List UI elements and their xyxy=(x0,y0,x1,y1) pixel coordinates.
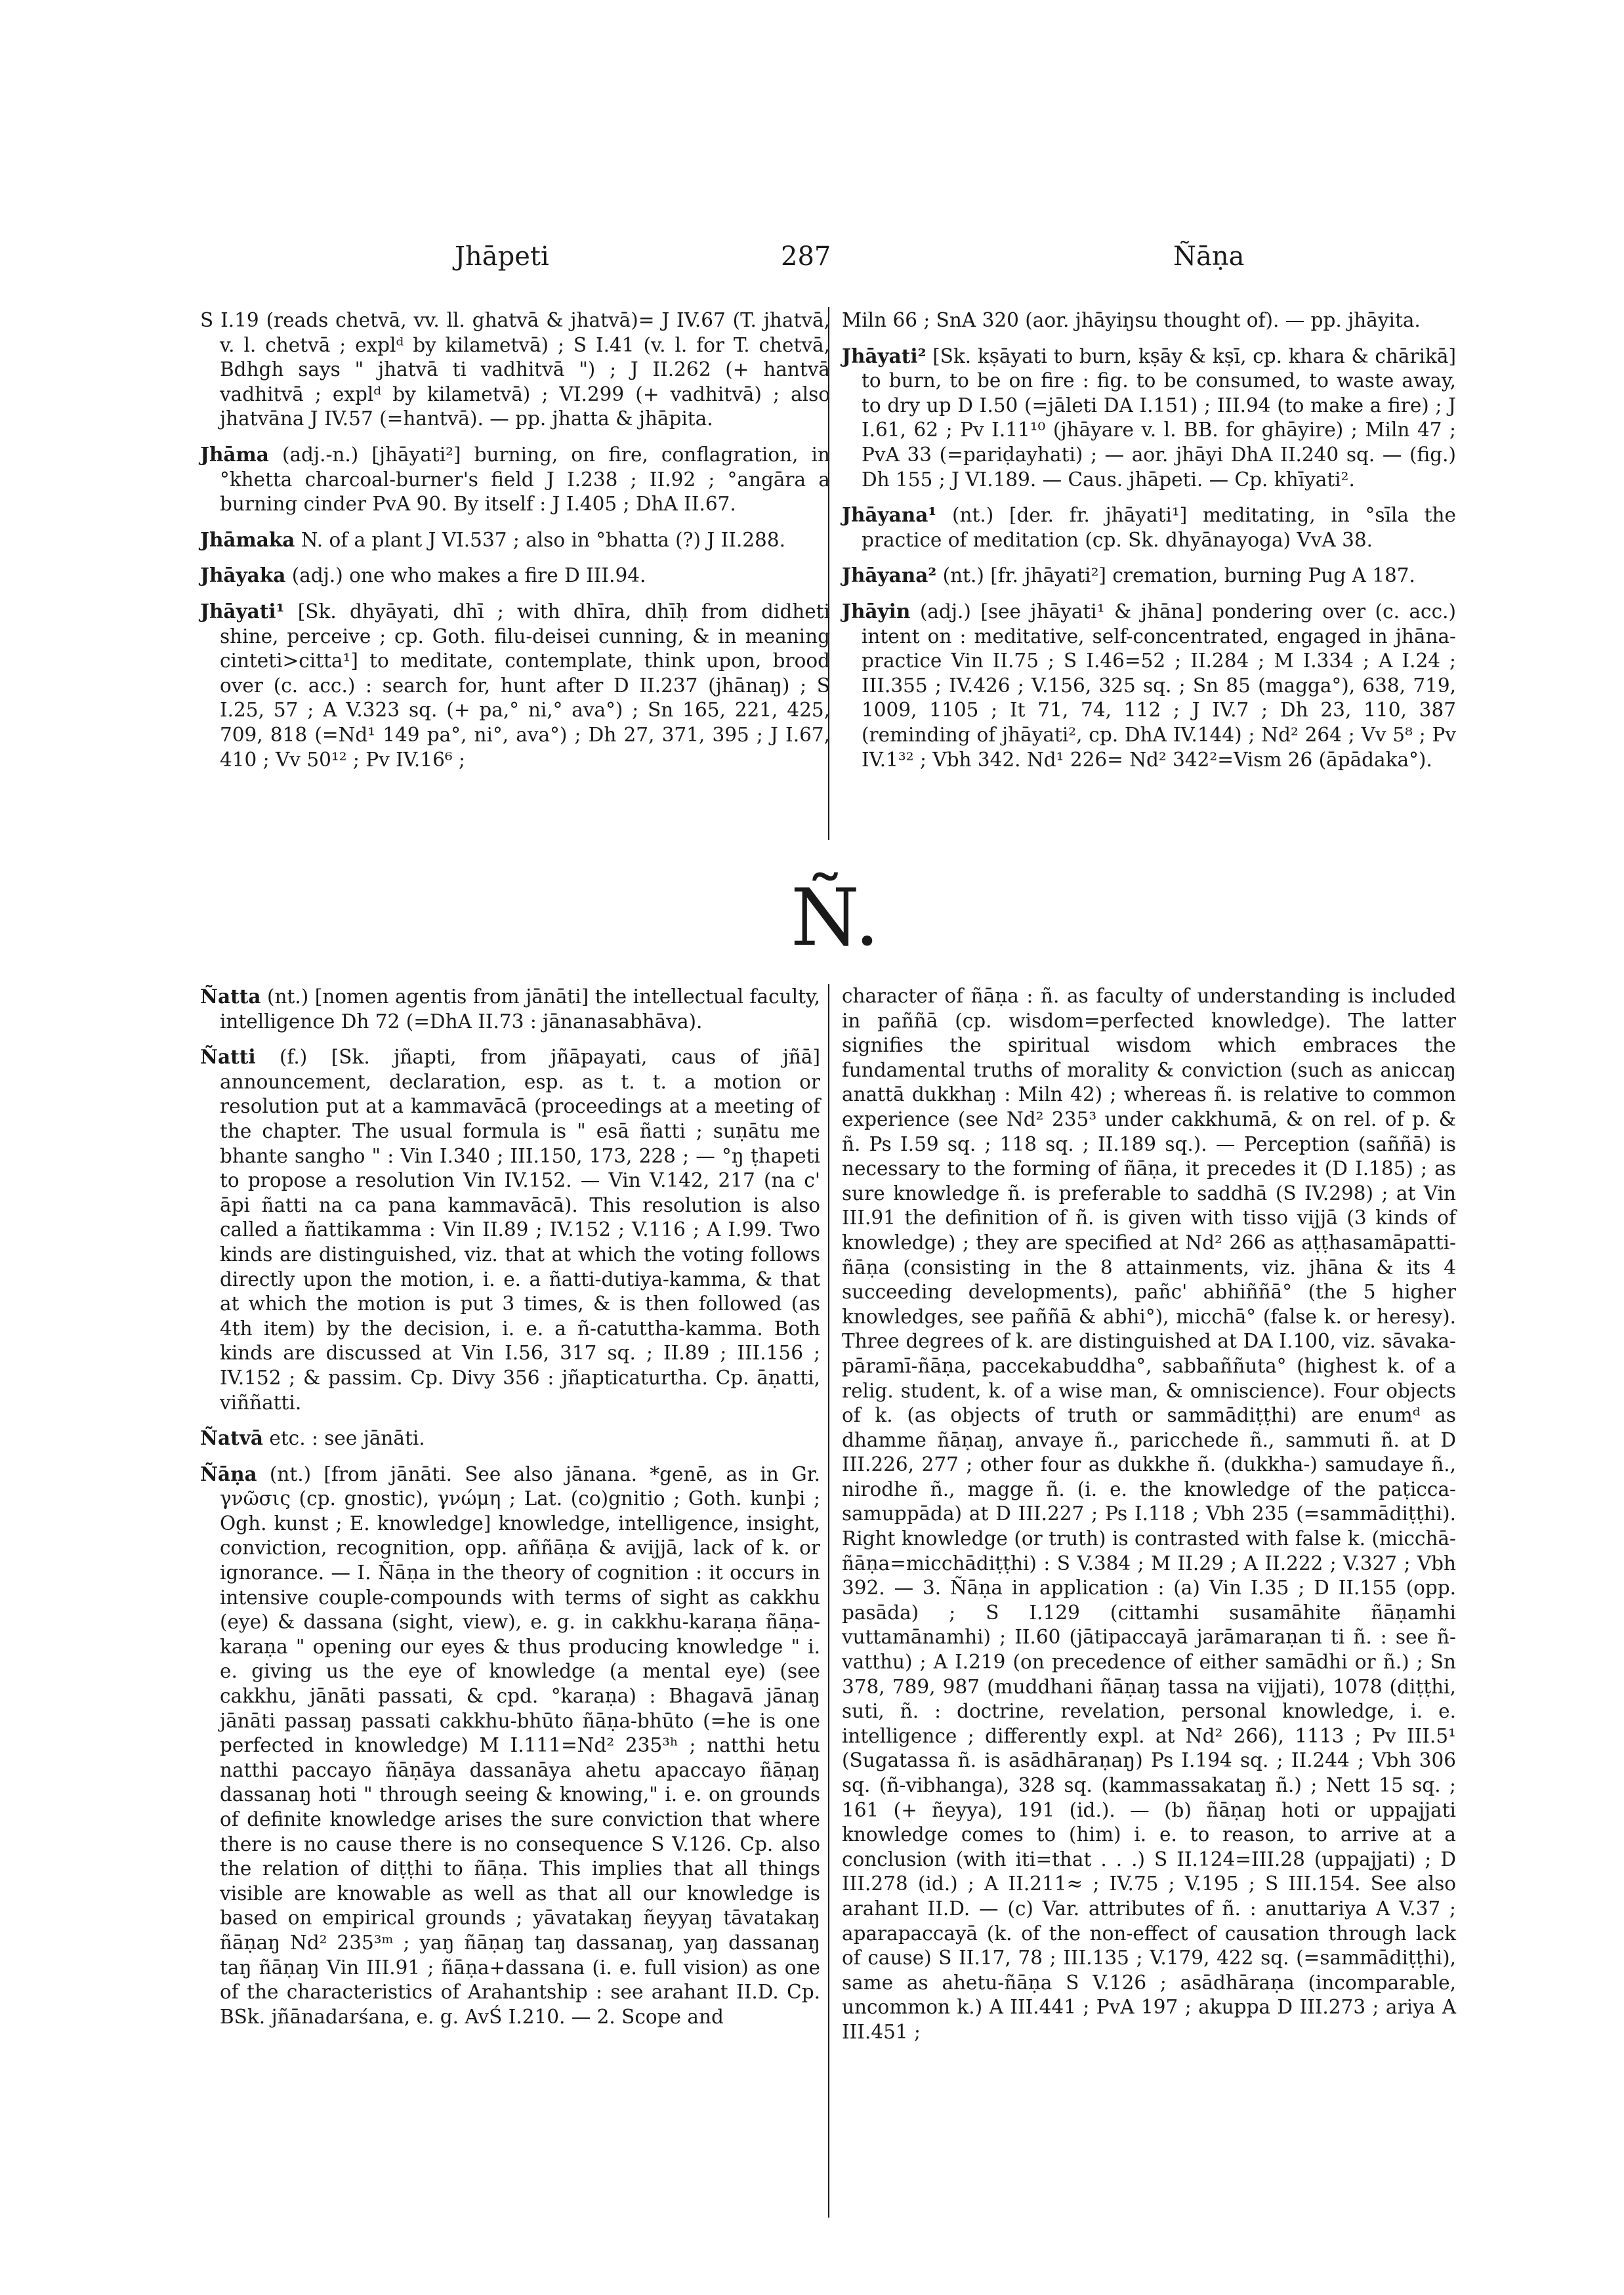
entry-text: S I.19 (reads chetvā, vv. ll. ghatvā & jhatvā)= J IV.67 (T. jhatvā, v. l. chetvā ; explᵈ by kilametvā) ; S I.41 (v. l. for T. chetvā, Bdhgh says " jhatvā ti vadhitvā ") ; J II.262 (+ hantvā vadhitvā ; explᵈ by kilametvā) ; VI.299 (+ vadhitvā) ; also jhatvāna J IV.57 (=hantvā). — pp. jhatta & jhāpita. xyxy=(200,309,830,430)
entry-text: (adj.) one who makes a fire D III.94. xyxy=(291,564,646,587)
entry-text: Miln 66 ; SnA 320 (aor. jhāyiŋsu thought of). — pp. jhāyita. xyxy=(842,309,1421,331)
entry-headword: Ñatti xyxy=(200,1045,256,1069)
dictionary-entry xyxy=(842,599,1456,772)
section-letter: Ñ. xyxy=(791,873,880,964)
dictionary-entry xyxy=(200,527,830,553)
top-right-column xyxy=(842,308,1456,820)
dictionary-entry xyxy=(200,563,830,589)
dictionary-entry xyxy=(200,308,830,432)
entry-headword: Jhāyana² xyxy=(842,564,937,587)
dictionary-entry xyxy=(842,308,1456,333)
dictionary-entry xyxy=(842,563,1456,589)
entry-headword: Jhāyati¹ xyxy=(200,599,285,623)
dictionary-entry xyxy=(200,599,830,772)
dictionary-entry xyxy=(200,1044,820,1415)
column-divider-bottom xyxy=(828,984,829,2218)
dictionary-entry xyxy=(842,984,1456,2045)
bottom-left-column xyxy=(200,984,820,2040)
entry-text: (f.) [Sk. jñapti, from jñāpayati, caus of jñā] announcement, declaration, esp. as t. t. a motion or resolution put at a kammavācā (proceedings at a meeting of the chapter. The usual formula is " esā ñatti ; suṇātu me bhante sangho " : Vin I.340 ; III.150, 173, 228 ; — °ŋ ṭhapeti to propose a resolution Vin IV.152. — Vin V.142, 217 (na c' āpi ñatti na ca pana kammavācā). This resolution is also called a ñattikamma : Vin II.89 ; IV.152 ; V.116 ; A I.99. Two kinds are distinguished, viz. that at which the voting follows directly upon the motion, i. e. a ñatti-dutiya-kamma, & that at which the motion is put 3 times, & is then followed (as 4th item) by the decision, i. e. a ñ-catuttha-kamma. Both kinds are discussed at Vin I.56, 317 sq. ; II.89 ; III.156 ; IV.152 ; & passim. Cp. Divy 356 : jñapticaturtha. Cp. āṇatti, viññatti. xyxy=(220,1046,820,1414)
entry-text: character of ñāṇa : ñ. as faculty of understanding is included in paññā (cp. wisdom=perfected knowledge). The latter signifies the spiritual wisdom which embraces the fundamental truths of morality & conviction (such as aniccaŋ anattā dukkhaŋ : Miln 42) ; whereas ñ. is relative to common experience (see Nd² 235³ under cakkhumā, & on rel. of p. & ñ. Ps I.59 sq. ; 118 sq. ; II.189 sq.). — Perception (saññā) is necessary to the forming of ñāṇa, it precedes it (D I.185) ; as sure knowledge ñ. is preferable to saddhā (S IV.298) ; at Vin III.91 the definition of ñ. is given with tisso vijjā (3 kinds of knowledge) ; they are specified at Nd² 266 as aṭṭhasamāpatti-ñāṇa (consisting in the 8 attainments, viz. jhāna & its 4 succeeding developments), pañc' abhiññā° (the 5 higher knowledges, see paññā & abhi°), micchā° (false k. or heresy). Three degrees of k. are distinguished at DA I.100, viz. sāvaka-pāramī-ñāṇa, paccekabuddha°, sabbaññuta° (highest k. of a relig. student, k. of a wise man, & omniscience). Four objects of k. (as objects of truth or sammādiṭṭhi) are enumᵈ as dhamme ñāṇaŋ, anvaye ñ., paricchede ñ., sammuti ñ. at D III.226, 277 ; other four as dukkhe ñ. (dukkha-) samudaye ñ., nirodhe ñ., magge ñ. (i. e. the knowledge of the paṭicca-samuppāda) at D III.227 ; Ps I.118 ; Vbh 235 (=sammādiṭṭhi). Right knowledge (or truth) is contrasted with false k. (micchā-ñāṇa=micchādiṭṭhi) : S V.384 ; M II.29 ; A II.222 ; V.327 ; Vbh 392. — 3. Ñāṇa in application : (a) Vin I.35 ; D II.155 (opp. pasāda) ; S I.129 (cittamhi susamāhite ñāṇamhi vuttamānamhi) ; II.60 (jātipaccayā jarāmaraṇan ti ñ. : see ñ-vatthu) ; A I.219 (on precedence of either samādhi or ñ.) ; Sn 378, 789, 987 (muddhani ñāṇaŋ tassa na vijjati), 1078 (diṭṭhi, suti, ñ. : doctrine, revelation, personal knowledge, i. e. intelligence ; differently expl. at Nd² 266), 1113 ; Pv III.5¹ (Sugatassa ñ. is asādhāraṇaŋ) Ps I.194 sq. ; II.244 ; Vbh 306 sq. (ñ-vibhanga), 328 sq. (kammassakataŋ ñ.) ; Nett 15 sq. ; 161 (+ ñeyya), 191 (id.). — (b) ñāṇaŋ hoti or uppajjati knowledge comes to (him) i. e. to reason, to arrive at a conclusion (with iti=that . . .) S II.124=III.28 (uppajjati) ; D III.278 (id.) ; A II.211≈ ; IV.75 ; V.195 ; S III.154. See also arahant II.D. — (c) Var. attributes of ñ. : anuttariya A V.37 ; aparapaccayā (k. of the non-effect of causation through lack of cause) S II.17, 78 ; III.135 ; V.179, 422 sq. (=sammādiṭṭhi), same as ahetu-ñāṇa S V.126 ; asādhāraṇa (incomparable, uncommon k.) A III.441 ; PvA 197 ; akuppa D III.273 ; ariya A III.451 ; xyxy=(842,985,1456,2043)
entry-text: etc. : see jānāti. xyxy=(269,1427,425,1450)
header-right-guideword: Ñāṇa xyxy=(1173,241,1245,272)
entry-headword: Jhāyaka xyxy=(200,564,286,587)
dictionary-entry xyxy=(842,344,1456,493)
entry-headword: Jhāmaka xyxy=(200,527,295,551)
entry-headword: Ñāṇa xyxy=(200,1462,257,1485)
entry-text: (adj.-n.) [jhāyati²] burning, on fire, conflagration, in °khetta charcoal-burner's field J I.238 ; II.92 ; °angāra a burning cinder PvA 90. By itself : J I.405 ; DhA II.67. xyxy=(220,443,830,516)
dictionary-entry xyxy=(200,442,830,517)
entry-text: (nt.) [der. fr. jhāyati¹] meditating, in °sīla the practice of meditation (cp. Sk. dhyānayoga) VvA 38. xyxy=(862,504,1456,551)
entry-headword: Jhāyana¹ xyxy=(842,503,937,527)
running-header xyxy=(0,241,1624,287)
top-left-column xyxy=(200,308,830,820)
entry-text: [Sk. dhyāyati, dhī ; with dhīra, dhīḥ from didheti shine, perceive ; cp. Goth. filu-deisei cunning, & in meaning cinteti>citta¹] to meditate, contemplate, think upon, brood over (c. acc.) : search for, hunt after D II.237 (jhānaŋ) ; S I.25, 57 ; A V.323 sq. (+ pa,° ni,° ava°) ; Sn 165, 221, 425, 709, 818 (=Nd¹ 149 pa°, ni°, ava°) ; Dh 27, 371, 395 ; J I.67, 410 ; Vv 50¹² ; Pv IV.16⁶ ; xyxy=(220,600,830,771)
entry-headword: Jhāyati² xyxy=(842,344,927,367)
entry-text: (adj.) [see jhāyati¹ & jhāna] pondering over (c. acc.) intent on : meditative, self-concentrated, engaged in jhāna-practice Vin II.75 ; S I.46=52 ; II.284 ; M I.334 ; A I.24 ; III.355 ; IV.426 ; V.156, 325 sq. ; Sn 85 (magga°), 638, 719, 1009, 1105 ; It 71, 74, 112 ; J IV.7 ; Dh 23, 110, 387 (reminding of jhāyati², cp. DhA IV.144) ; Nd² 264 ; Vv 5⁸ ; Pv IV.1³² ; Vbh 342. Nd¹ 226= Nd² 342²=Vism 26 (āpādaka°). xyxy=(862,600,1456,771)
entry-text: N. of a plant J VI.537 ; also in °bhatta (?) J II.288. xyxy=(301,528,785,551)
header-left-guideword: Jhāpeti xyxy=(455,241,549,272)
entry-text: [Sk. kṣāyati to burn, kṣāy & kṣī, cp. khara & chārikā] to burn, to be on fire : fig. to be consumed, to waste away, to dry up D I.50 (=jāleti DA I.151) ; III.94 (to make a fire) ; J I.61, 62 ; Pv I.11¹⁰ (jhāyare v. l. BB. for ghāyire) ; Miln 47 ; PvA 33 (=pariḍayhati) ; — aor. jhāyi DhA II.240 sq. — (fig.) Dh 155 ; J VI.189. — Caus. jhāpeti. — Cp. khīyati². xyxy=(862,344,1456,491)
dictionary-entry xyxy=(200,984,820,1034)
entry-headword: Jhāyin xyxy=(842,599,911,623)
entry-headword: Ñatta xyxy=(200,985,261,1008)
entry-text: (nt.) [from jānāti. See also jānana. *genē, as in Gr. γνῶσις (cp. gnostic), γνώμη ; Lat. (co)gnitio ; Goth. kunþi ; Ogh. kunst ; E. knowledge] knowledge, intelligence, insight, conviction, recognition, opp. aññāṇa & avijjā, lack of k. or ignorance. — I. Ñāṇa in the theory of cognition : it occurs in intensive couple-compounds with terms of sight as cakkhu (eye) & dassana (sight, view), e. g. in cakkhu-karaṇa ñāṇa-karaṇa " opening our eyes & thus producing knowledge " i. e. giving us the eye of knowledge (a mental eye) (see cakkhu, jānāti passati, & cpd. °karaṇa) : Bhagavā jānaŋ jānāti passaŋ passati cakkhu-bhūto ñāṇa-bhūto (=he is one perfected in knowledge) M I.111=Nd² 235³ʰ ; natthi hetu natthi paccayo ñāṇāya dassanāya ahetu apaccayo ñāṇaŋ dassanaŋ hoti " through seeing & knowing," i. e. on grounds of definite knowledge arises the sure conviction that where there is no cause there is no consequence S V.126. Cp. also the relation of diṭṭhi to ñāṇa. This implies that all things visible are knowable as well as that all our knowledge is based on empirical grounds ; yāvatakaŋ ñeyyaŋ tāvatakaŋ ñāṇaŋ Nd² 235³ᵐ ; yaŋ ñāṇaŋ taŋ dassanaŋ, yaŋ dassanaŋ taŋ ñāṇaŋ Vin III.91 ; ñāṇa+dassana (i. e. full vision) as one of the characteristics of Arahantship : see arahant II.D. Cp. BSk. jñānadarśana, e. g. AvŚ I.210. — 2. Scope and xyxy=(220,1462,820,2028)
dictionary-entry xyxy=(200,1426,820,1451)
entry-headword: Jhāma xyxy=(200,442,269,466)
dictionary-entry xyxy=(842,503,1456,552)
page-number: 287 xyxy=(781,241,831,272)
dictionary-entry xyxy=(200,1462,820,2030)
entry-text: (nt.) [nomen agentis from jānāti] the intellectual faculty, intelligence Dh 72 (=DhA II.73 : jānanasabhāva). xyxy=(220,985,821,1033)
entry-headword: Ñatvā xyxy=(200,1426,263,1450)
bottom-right-column xyxy=(842,984,1456,2056)
entry-text: (nt.) [fr. jhāyati²] cremation, burning Pug A 187. xyxy=(942,564,1415,587)
